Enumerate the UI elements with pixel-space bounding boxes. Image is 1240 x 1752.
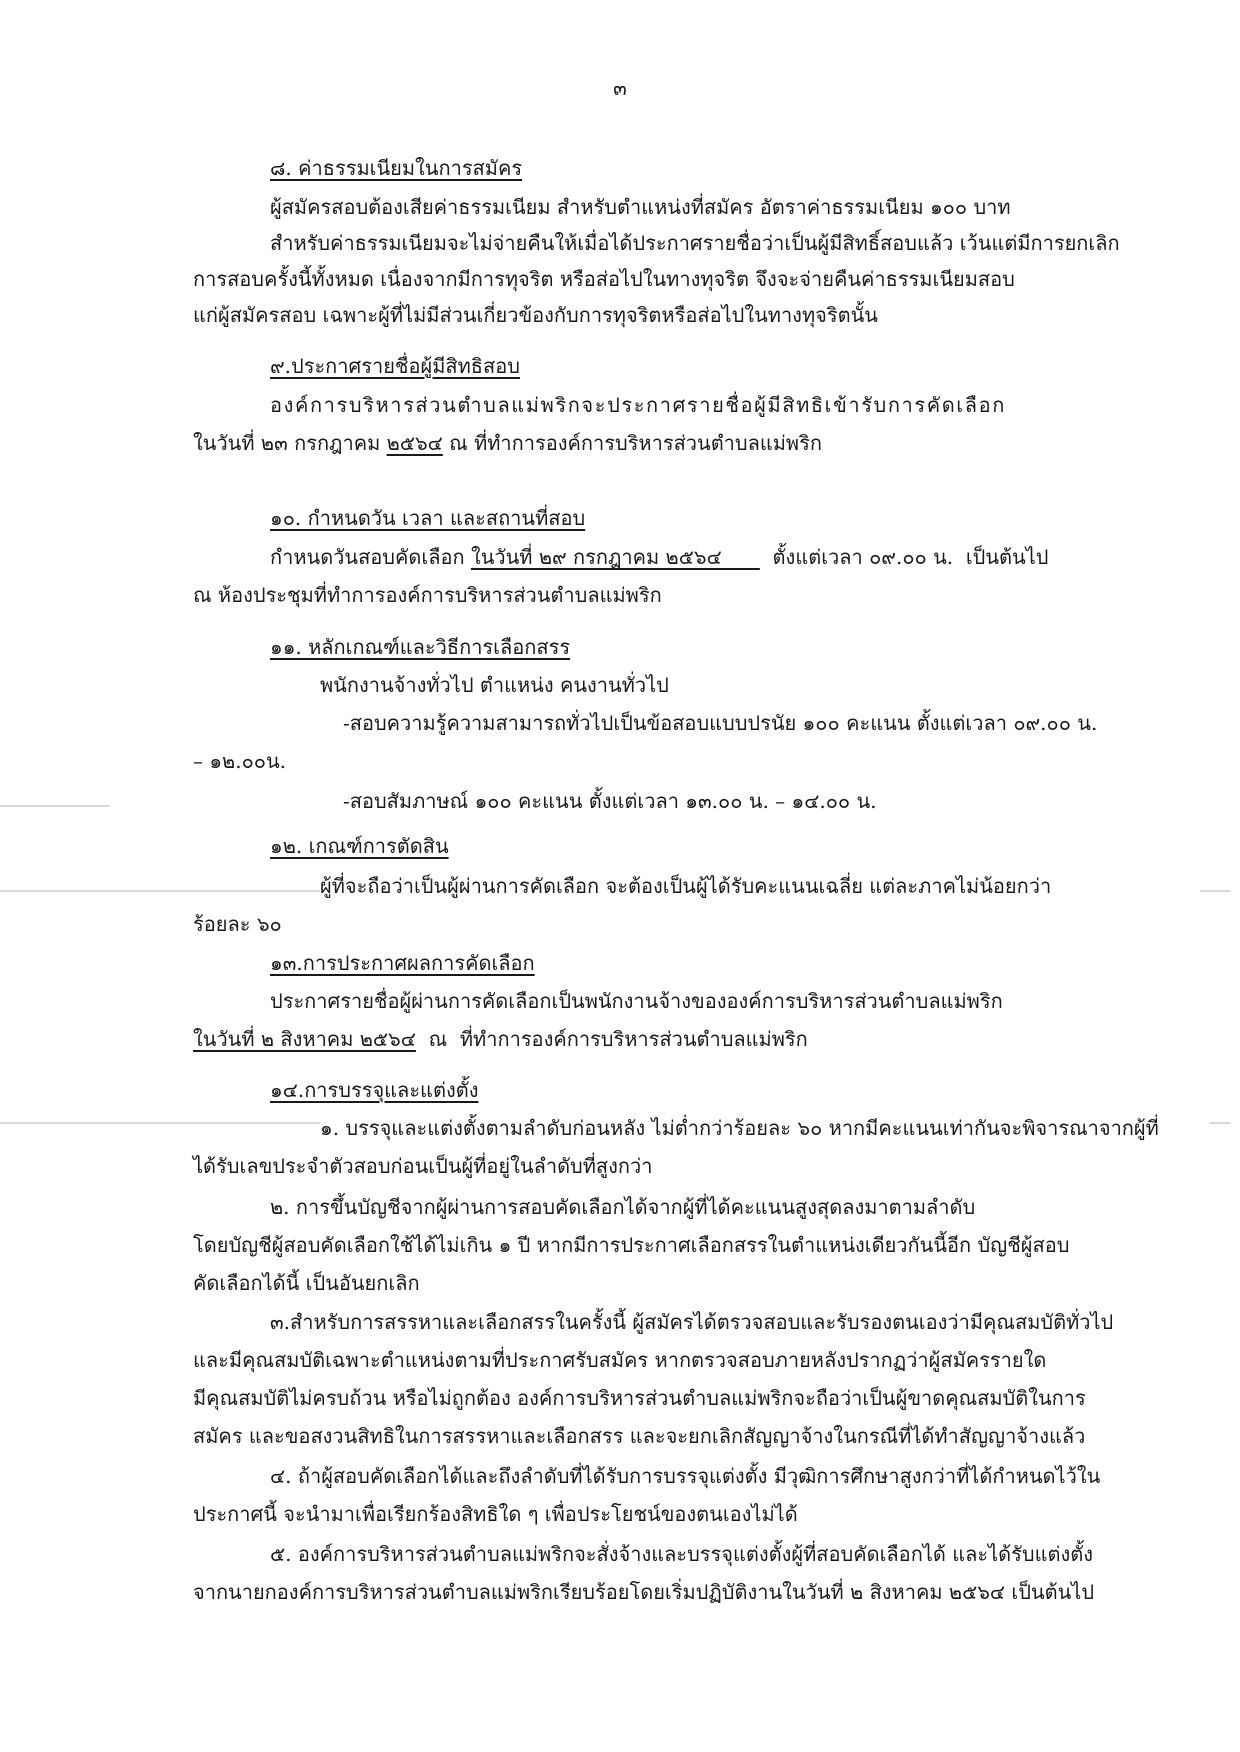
section-14-heading: ๑๔.การบรรจุและแต่งตั้ง — [270, 1078, 479, 1102]
section-11-line-4: -สอบสัมภาษณ์ ๑๐๐ คะแนน ตั้งแต่เวลา ๑๓.๐๐ น. – ๑๔.๐๐ น. — [343, 789, 877, 813]
section-14-item-3-line-4: สมัคร และขอสงวนสิทธิในการสรรหาและเลือกสรร และจะยกเลิกสัญญาจ้างในกรณีที่ได้ทำสัญญาจ้างแล้ว — [193, 1424, 1086, 1448]
section-9-line-1: องค์การบริหารส่วนตำบลแม่พริกจะประกาศรายชื่อผู้มีสิทธิเข้ารับการคัดเลือก — [270, 393, 1006, 417]
section-14-item-4-line-2: ประกาศนี้ จะนำมาเพื่อเรียกร้องสิทธิใด ๆ เพื่อประโยชน์ของตนเองไม่ได้ — [193, 1502, 798, 1526]
scan-artifact — [0, 805, 110, 807]
scan-artifact — [1210, 1122, 1230, 1124]
section-14-item-3-line-2: และมีคุณสมบัติเฉพาะตำแหน่งตามที่ประกาศรับสมัคร หากตรวจสอบภายหลังปรากฏว่าผู้สมัครรายใด — [193, 1348, 1047, 1372]
section-10-heading: ๑๐. กำหนดวัน เวลา และสถานที่สอบ — [270, 506, 586, 530]
section-12-heading: ๑๒. เกณฑ์การตัดสิน — [270, 834, 449, 858]
section-14-item-2-line-2: โดยบัญชีผู้สอบคัดเลือกใช้ได้ไม่เกิน ๑ ปี หากมีการประกาศเลือกสรรในตำแหน่งเดียวกันนี้อีก บัญชีผู้สอบ — [193, 1233, 1070, 1257]
section-14-item-5-line-2: จากนายกองค์การบริหารส่วนตำบลแม่พริกเรียบร้อยโดยเริ่มปฏิบัติงานในวันที่ ๒ สิงหาคม ๒๕๖๔ เป็นต้นไป — [193, 1580, 1095, 1604]
section-14-item-4-line-1: ๔. ถ้าผู้สอบคัดเลือกได้และถึงลำดับที่ได้รับการบรรจุแต่งตั้ง มีวุฒิการศึกษาสูงกว่าที่ได้กำหนดไว้ใน — [270, 1464, 1101, 1488]
section-10-line-1: กำหนดวันสอบคัดเลือก ในวันที่ ๒๙ กรกฎาคม ๒๕๖๔ ตั้งแต่เวลา ๐๙.๐๐ น. เป็นต้นไป — [270, 545, 1049, 569]
section-9-heading: ๙.ประกาศรายชื่อผู้มีสิทธิสอบ — [270, 354, 520, 378]
page-number: ๓ — [613, 76, 627, 100]
scan-artifact — [0, 1122, 320, 1124]
section-14-item-1-line-1: ๑. บรรจุและแต่งตั้งตามลำดับก่อนหลัง ไม่ต่ำกว่าร้อยละ ๖๐ หากมีคะแนนเท่ากันจะพิจารณาจากผู้ที่ — [320, 1116, 1159, 1140]
section-11-line-3: – ๑๒.๐๐น. — [193, 749, 287, 773]
section-9-line-2: ในวันที่ ๒๓ กรกฎาคม ๒๕๖๔ ณ ที่ทำการองค์การบริหารส่วนตำบลแม่พริก — [193, 431, 822, 455]
scan-artifact — [1200, 890, 1230, 892]
section-10-line-2: ณ ห้องประชุมที่ทำการองค์การบริหารส่วนตำบลแม่พริก — [193, 583, 662, 607]
section-14-item-3-line-1: ๓.สำหรับการสรรหาและเลือกสรรในครั้งนี้ ผู้สมัครได้ตรวจสอบและรับรองตนเองว่ามีคุณสมบัติทั่วไป — [270, 1310, 1114, 1334]
section-13-line-1: ประกาศรายชื่อผู้ผ่านการคัดเลือกเป็นพนักงานจ้างขององค์การบริหารส่วนตำบลแม่พริก — [270, 989, 1003, 1013]
section-14-item-1-line-2: ได้รับเลขประจำตัวสอบก่อนเป็นผู้ที่อยู่ในลำดับที่สูงกว่า — [193, 1154, 653, 1178]
section-12-line-1: ผู้ที่จะถือว่าเป็นผู้ผ่านการคัดเลือก จะต้องเป็นผู้ได้รับคะแนนเฉลี่ย แต่ละภาคไม่น้อยกว่า — [320, 874, 1052, 898]
section-8-paragraph-1: ผู้สมัครสอบต้องเสียค่าธรรมเนียม สำหรับตำแหน่งที่สมัคร อัตราค่าธรรมเนียม ๑๐๐ บาท — [270, 195, 1011, 219]
section-8-heading: ๘. ค่าธรรมเนียมในการสมัคร — [270, 156, 523, 180]
section-11-heading: ๑๑. หลักเกณฑ์และวิธีการเลือกสรร — [270, 635, 571, 659]
section-14-item-2-line-1: ๒. การขึ้นบัญชีจากผู้ผ่านการสอบคัดเลือกได้จากผู้ที่ได้คะแนนสูงสุดลงมาตามลำดับ — [270, 1195, 976, 1219]
section-8-paragraph-2-line-2: การสอบครั้งนี้ทั้งหมด เนื่องจากมีการทุจริต หรือส่อไปในทางทุจริต จึงจะจ่ายคืนค่าธรรมเนียมสอบ — [193, 267, 1015, 291]
section-14-item-5-line-1: ๕. องค์การบริหารส่วนตำบลแม่พริกจะสั่งจ้างและบรรจุแต่งตั้งผู้ที่สอบคัดเลือกได้ และได้รับแต่งตั้ง — [270, 1542, 1093, 1566]
section-14-item-2-line-3: คัดเลือกได้นี้ เป็นอันยกเลิก — [193, 1271, 420, 1295]
section-11-line-1: พนักงานจ้างทั่วไป ตำแหน่ง คนงานทั่วไป — [320, 673, 669, 697]
scan-artifact — [0, 890, 320, 892]
section-14-item-3-line-3: มีคุณสมบัติไม่ครบถ้วน หรือไม่ถูกต้อง องค์การบริหารส่วนตำบลแม่พริกจะถือว่าเป็นผู้ขาดคุณสมบัติในการ — [193, 1386, 1086, 1410]
section-13-heading: ๑๓.การประกาศผลการคัดเลือก — [270, 951, 535, 975]
section-12-line-2: ร้อยละ ๖๐ — [193, 912, 282, 936]
section-13-line-2: ในวันที่ ๒ สิงหาคม ๒๕๖๔ ณ ที่ทำการองค์การบริหารส่วนตำบลแม่พริก — [193, 1027, 808, 1051]
section-11-line-2: -สอบความรู้ความสามารถทั่วไปเป็นข้อสอบแบบปรนัย ๑๐๐ คะแนน ตั้งแต่เวลา ๐๙.๐๐ น. — [343, 711, 1098, 735]
section-8-paragraph-2-line-3: แก่ผู้สมัครสอบ เฉพาะผู้ที่ไม่มีส่วนเกี่ยวข้องกับการทุจริตหรือส่อไปในทางทุจริตนั้น — [193, 303, 878, 327]
section-8-paragraph-2-line-1: สำหรับค่าธรรมเนียมจะไม่จ่ายคืนให้เมื่อได้ประกาศรายชื่อว่าเป็นผู้มีสิทธิ์สอบแล้ว เว้นแต่มีการยกเลิก — [270, 231, 1120, 255]
